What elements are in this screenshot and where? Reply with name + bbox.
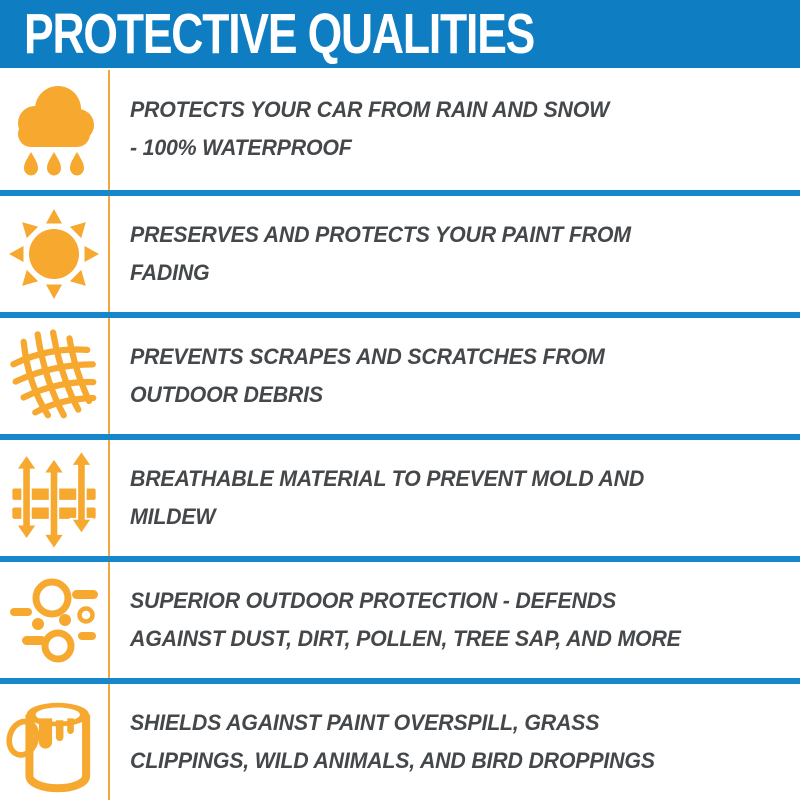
feature-text-line: AGAINST DUST, DIRT, POLLEN, TREE SAP, AND MORE [130, 626, 681, 651]
feature-text-line: CLIPPINGS, WILD ANIMALS, AND BIRD DROPPINGS [130, 748, 655, 773]
feature-text [108, 196, 800, 312]
rain-cloud-icon [8, 77, 100, 181]
feature-icon-cell [0, 440, 108, 556]
feature-icon-cell [0, 318, 108, 434]
feature-row-droppings [0, 684, 800, 800]
feature-text-line: SUPERIOR OUTDOOR PROTECTION - DEFENDS [130, 588, 617, 613]
feature-text-line: OUTDOOR DEBRIS [130, 382, 323, 407]
feature-icon-cell [0, 684, 108, 800]
net-icon [7, 324, 101, 428]
paint-bucket-icon [3, 689, 105, 795]
feature-icon-cell [0, 196, 108, 312]
feature-row-waterproof [0, 68, 800, 190]
feature-row-breathable [0, 440, 800, 556]
feature-text-line: BREATHABLE MATERIAL TO PREVENT MOLD AND [130, 466, 645, 491]
feature-text-line: MILDEW [130, 504, 216, 529]
feature-text-line: - 100% WATERPROOF [130, 135, 352, 160]
feature-text-line: FADING [130, 260, 210, 285]
feature-text-line: PRESERVES AND PROTECTS YOUR PAINT FROM [130, 222, 631, 247]
feature-text-line: SHIELDS AGAINST PAINT OVERSPILL, GRASS [130, 710, 600, 735]
row-divider [0, 190, 800, 196]
feature-text [108, 68, 800, 190]
sun-icon [6, 206, 102, 302]
feature-text [108, 440, 800, 556]
feature-text [108, 318, 800, 434]
feature-text-line: PREVENTS SCRAPES AND SCRATCHES FROM [130, 344, 605, 369]
feature-row-fading [0, 196, 800, 312]
feature-row-outdoor-protection [0, 562, 800, 678]
feature-icon-cell [0, 562, 108, 678]
feature-text [108, 684, 800, 800]
page-title: PROTECTIVE QUALITIES [24, 2, 535, 66]
row-divider [0, 434, 800, 440]
feature-row-scratches [0, 318, 800, 434]
feature-text-line: PROTECTS YOUR CAR FROM RAIN AND SNOW [130, 97, 610, 122]
feature-icon-cell [0, 68, 108, 190]
dust-particles-icon [6, 570, 102, 670]
feature-text [108, 562, 800, 678]
breathable-arrows-icon [6, 445, 102, 551]
row-divider [0, 312, 800, 318]
row-divider [0, 678, 800, 684]
header-bar [0, 0, 800, 68]
row-divider [0, 556, 800, 562]
